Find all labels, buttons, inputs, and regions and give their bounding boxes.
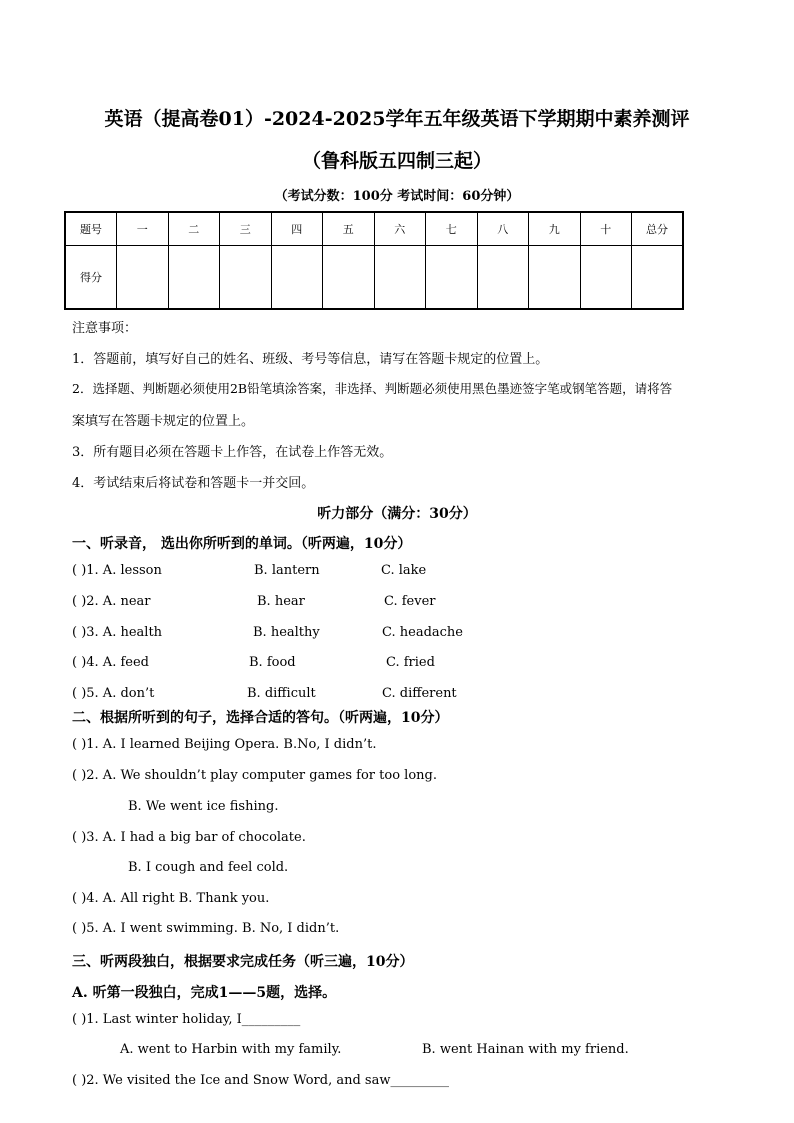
part1-question-1 — [72, 563, 427, 578]
option-c: C. fried — [386, 655, 435, 670]
exam-subtitle: （鲁科版五四制三起） — [301, 150, 492, 172]
option-c: C. different — [382, 686, 457, 701]
score-input-cell — [117, 246, 169, 310]
part2-question-5: ( )5. A. I went swimming. B. No, I didn’t. — [72, 921, 340, 936]
part1-question-3 — [72, 625, 463, 640]
score-cell-2: 二 — [168, 212, 220, 246]
score-table-header-row — [65, 212, 683, 246]
score-cell-label: 题号 — [65, 212, 117, 246]
part3-question-1-option-b: B. went Hainan with my friend. — [422, 1042, 629, 1057]
option-b: B. food — [249, 655, 296, 670]
option-b: B. healthy — [253, 625, 320, 640]
question-a: ( )1. A. lesson — [72, 563, 162, 578]
score-input-cell — [426, 246, 478, 310]
question-a: ( )2. A. near — [72, 594, 151, 609]
score-input-cell — [220, 246, 272, 310]
part2-question-3: ( )3. A. I had a big bar of chocolate. — [72, 830, 306, 845]
score-table — [64, 211, 684, 310]
part2-question-2-option-b: B. We went ice fishing. — [128, 799, 279, 814]
score-input-cell — [580, 246, 632, 310]
notes-heading: 注意事项： — [72, 321, 138, 336]
part2-question-4: ( )4. A. All right B. Thank you. — [72, 891, 270, 906]
question-a: ( )4. A. feed — [72, 655, 149, 670]
score-cell-10: 十 — [580, 212, 632, 246]
option-c: C. lake — [381, 563, 427, 578]
score-cell-9: 九 — [529, 212, 581, 246]
question-a: ( )3. A. health — [72, 625, 163, 640]
score-time-info: （考试分数：100分 考试时间：60分钟） — [274, 189, 520, 204]
score-input-cell — [632, 246, 684, 310]
score-cell-total: 总分 — [632, 212, 684, 246]
listening-heading: 听力部分（满分：30分） — [317, 506, 477, 522]
note-1: 1．答题前，填写好自己的姓名、班级、考号等信息，请写在答题卡规定的位置上。 — [72, 352, 549, 367]
part2-question-2: ( )2. A. We shouldn’t play computer games for too long. — [72, 768, 437, 783]
option-b: B. lantern — [254, 563, 320, 578]
score-cell-8: 八 — [477, 212, 529, 246]
part2-question-1: ( )1. A. I learned Beijing Opera. B.No, I didn’t. — [72, 737, 377, 752]
note-4: 4．考试结束后将试卷和答题卡一并交回。 — [72, 476, 315, 491]
note-3: 3．所有题目必须在答题卡上作答，在试卷上作答无效。 — [72, 445, 393, 460]
score-row-label: 得分 — [65, 246, 117, 310]
part1-question-5 — [72, 686, 457, 701]
score-cell-7: 七 — [426, 212, 478, 246]
score-input-cell — [168, 246, 220, 310]
note-2: 2．选择题、判断题必须使用2B铅笔填涂答案，非选择、判断题必须使用黑色墨迹签字笔或钢笔答题，请将答 — [72, 381, 673, 396]
exam-title: 英语（提高卷01）-2024-2025学年五年级英语下学期期中素养测评 — [104, 108, 690, 130]
part1-heading: 一、听录音， 选出你所听到的单词。（听两遍，10分） — [72, 536, 412, 552]
score-input-cell — [477, 246, 529, 310]
option-b: B. difficult — [247, 686, 316, 701]
part1-question-4 — [72, 655, 435, 670]
option-c: C. headache — [382, 625, 463, 640]
part3-question-1-option-a: A. went to Harbin with my family. — [120, 1042, 342, 1057]
option-c: C. fever — [384, 594, 436, 609]
score-cell-1: 一 — [117, 212, 169, 246]
score-cell-4: 四 — [271, 212, 323, 246]
part3-sub-a: A. 听第一段独白，完成1——5题，选择。 — [72, 985, 337, 1001]
part2-heading: 二、根据所听到的句子，选择合适的答句。（听两遍，10分） — [72, 710, 449, 726]
score-input-cell — [374, 246, 426, 310]
score-input-cell — [323, 246, 375, 310]
option-b: B. hear — [257, 594, 305, 609]
part3-question-2: ( )2. We visited the Ice and Snow Word, and saw_________ — [72, 1073, 449, 1088]
score-input-cell — [529, 246, 581, 310]
note-2-continued: 案填写在答题卡规定的位置上。 — [72, 414, 255, 429]
score-table-score-row — [65, 246, 683, 310]
score-cell-3: 三 — [220, 212, 272, 246]
score-cell-5: 五 — [323, 212, 375, 246]
part2-question-3-option-b: B. I cough and feel cold. — [128, 860, 289, 875]
question-a: ( )5. A. don’t — [72, 686, 155, 701]
score-input-cell — [271, 246, 323, 310]
part3-heading: 三、听两段独白，根据要求完成任务（听三遍，10分） — [72, 954, 414, 970]
part3-question-1: ( )1. Last winter holiday, I_________ — [72, 1012, 301, 1027]
score-cell-6: 六 — [374, 212, 426, 246]
part1-question-2 — [72, 594, 436, 609]
